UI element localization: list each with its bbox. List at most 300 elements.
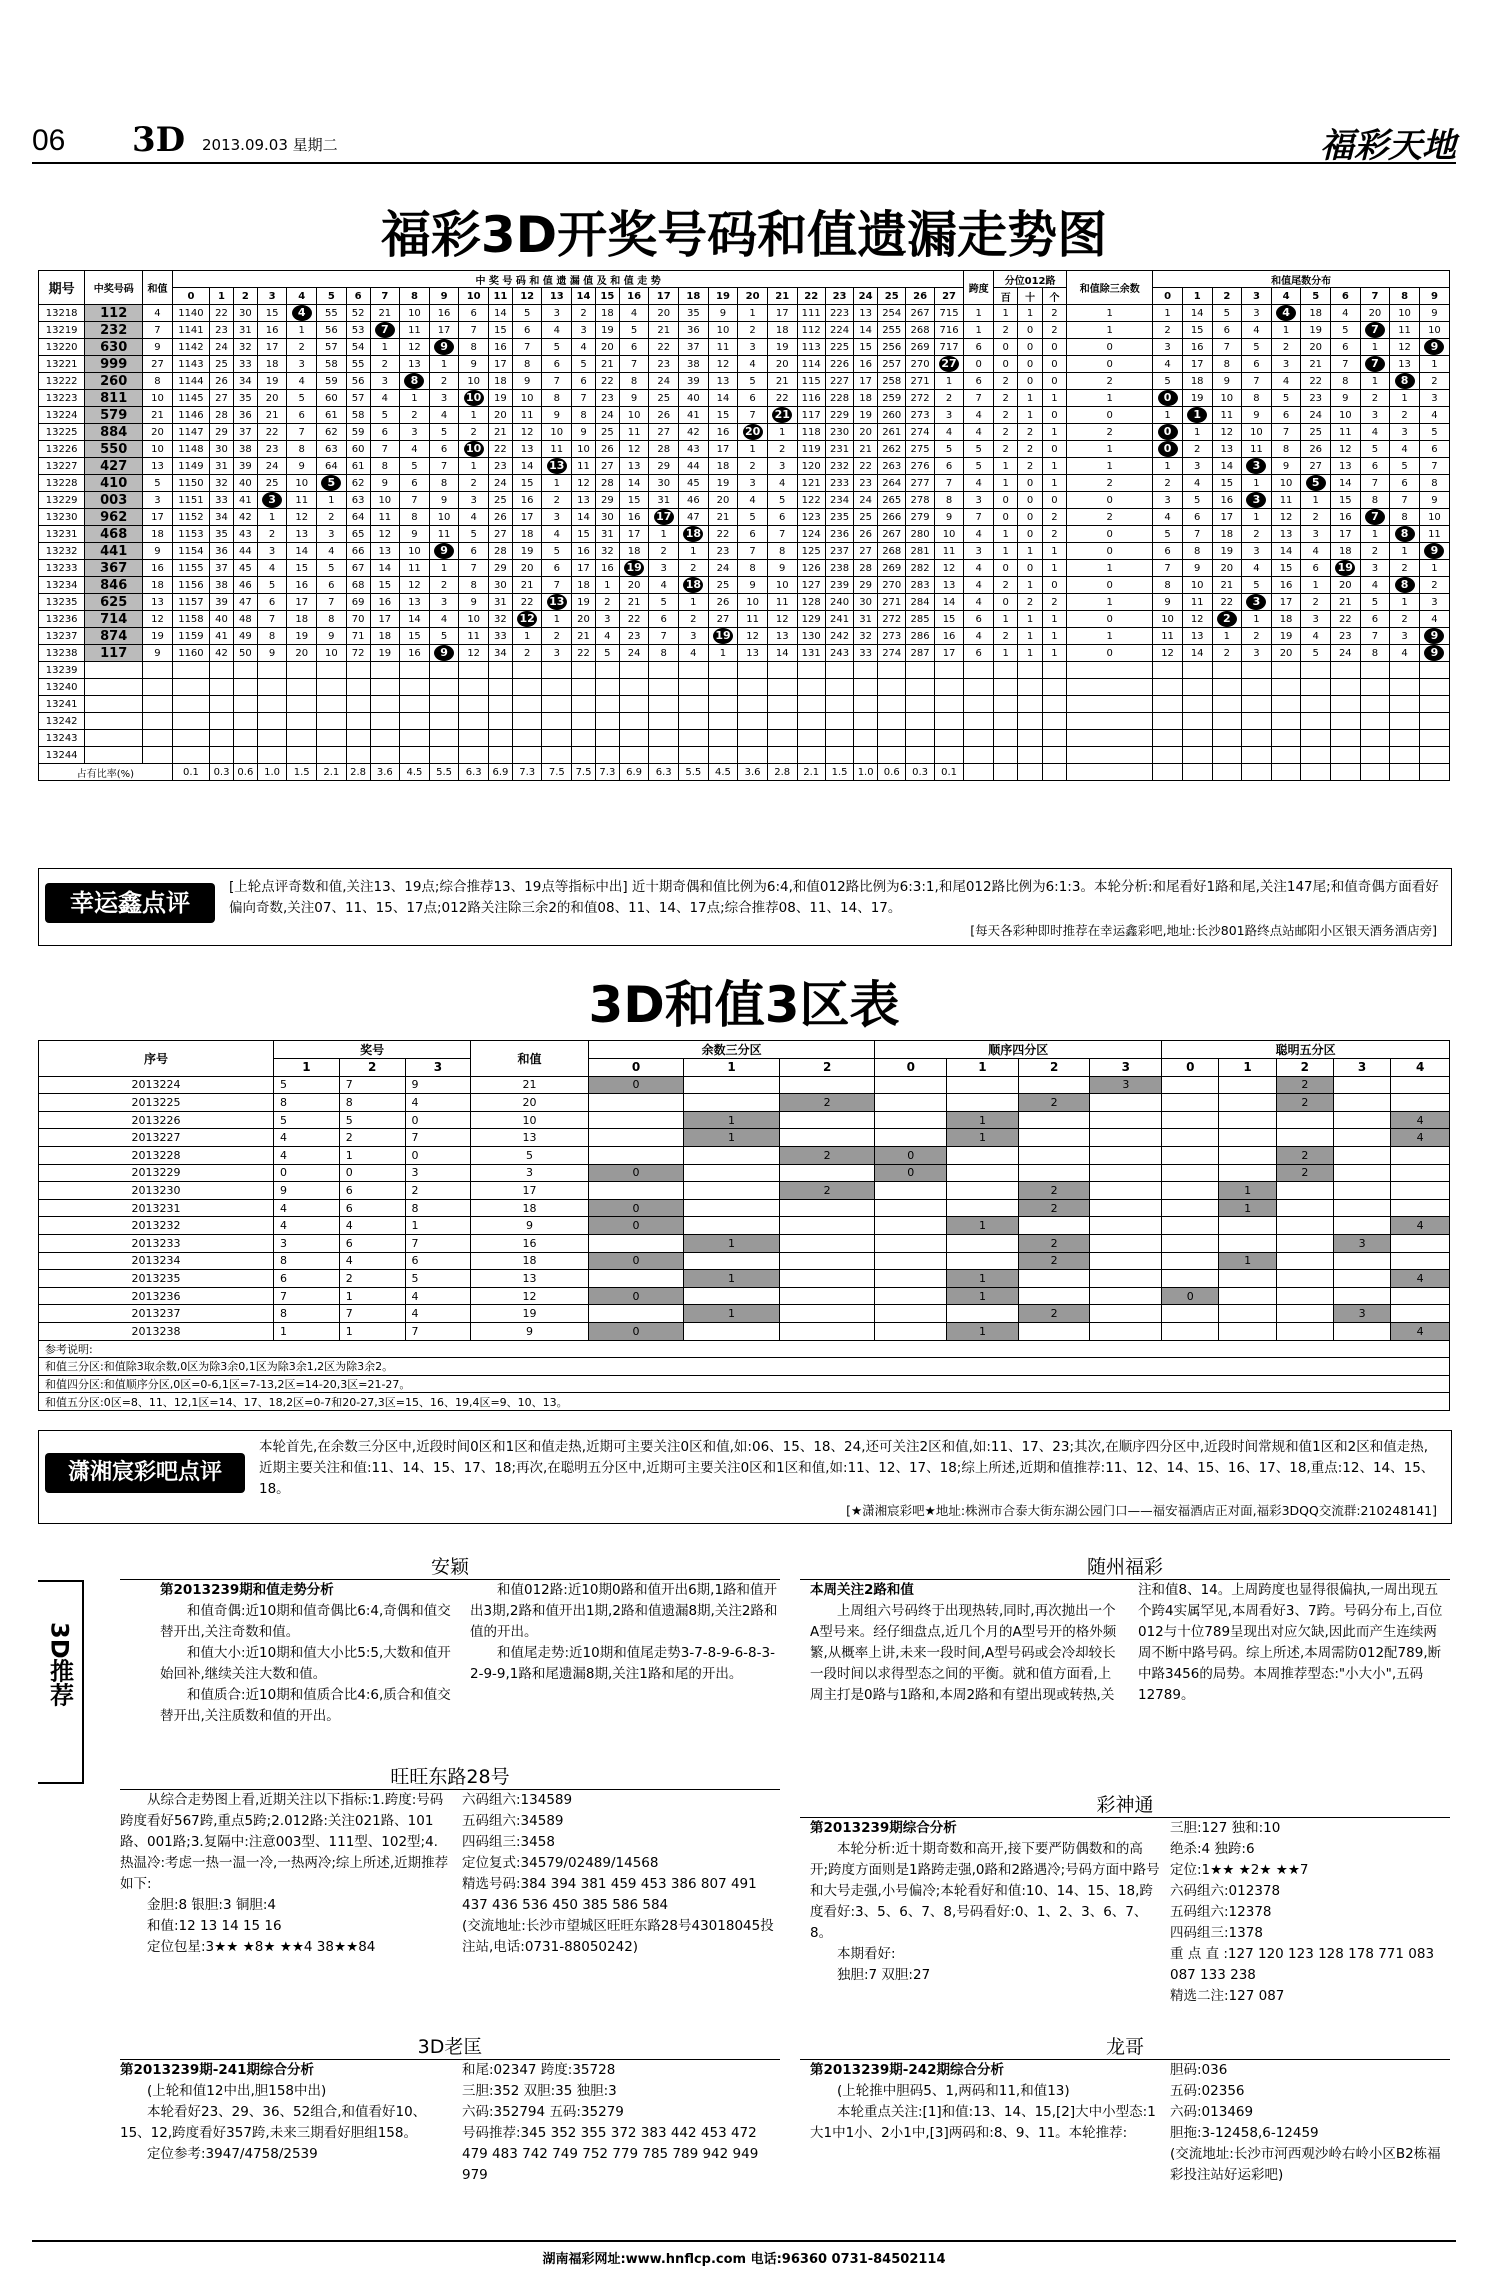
empty-cell [797,747,825,764]
prize-cell: 7 [339,1305,405,1323]
zone5-cell [1391,1146,1450,1164]
tail-cell: 2 [1153,475,1183,492]
sum-cell: 9 [471,1322,589,1340]
prize-cell: 7 [405,1129,471,1147]
tail-hit-marker: 3 [1246,594,1266,610]
tail-cell: 21 [1331,594,1361,611]
trend-row [39,594,1450,611]
sum-miss-cell: 263 [878,458,906,475]
sum-miss-cell [738,424,768,441]
aux-cell: 0 [1042,492,1066,509]
empty-cell [1067,747,1153,764]
sum-miss-cell: 1150 [172,475,209,492]
zone3-cell [684,1252,780,1270]
sum-miss-cell: 22 [595,373,619,390]
zone5-cell [1162,1146,1219,1164]
tail-cell: 16 [1271,577,1301,594]
sum-miss-cell: 258 [878,373,906,390]
sum-miss-cell: 9 [542,407,572,424]
sum-miss-cell: 6 [317,577,347,594]
sum-miss-cell: 8 [934,492,964,509]
col-header-zone3: 余数三分区 [588,1041,875,1059]
tail-cell [1331,560,1361,577]
sum-miss-cell: 1155 [172,560,209,577]
sum-cell: 13 [471,1129,589,1147]
empty-cell [767,713,797,730]
sum-miss-cell: 231 [825,441,853,458]
wangwang-column-left [120,1790,450,1958]
empty-cell [1018,730,1042,747]
sum-miss-cell: 49 [233,628,257,645]
empty-cell [459,730,489,747]
sum-miss-cell: 21 [708,509,738,526]
sum-miss-cell: 31 [233,322,257,339]
sum-miss-cell: 5 [649,594,679,611]
tail-hit-marker: 3 [1246,458,1266,474]
ratio-cell: 3.6 [370,764,400,781]
zone4-cell [875,1182,947,1200]
zone4-cell [875,1270,947,1288]
tail-cell: 6 [1419,441,1449,458]
sum-miss-cell: 116 [797,390,825,407]
zone3-cell [684,1094,780,1112]
zone5-cell [1162,1094,1219,1112]
empty-cell [429,662,459,679]
trend-row [39,356,1450,373]
zone4-cell [1090,1094,1162,1112]
laozheng-line: 和尾:02347 跨度:35728 [462,2062,616,2078]
sum-miss-cell: 1 [738,441,768,458]
sum-col-header: 12 [512,288,542,305]
empty-cell [1331,679,1361,696]
sum-miss-cell: 15 [619,492,649,509]
tail-cell: 6 [1153,543,1183,560]
empty-cell [708,679,738,696]
empty-cell [429,713,459,730]
zone-note: 和值三分区:和值除3取余数,0区为除3余0,1区为除3余1,2区为除3余2。 [39,1358,1450,1376]
trend-row [39,628,1450,645]
sum-miss-cell: 21 [370,305,400,322]
sum-miss-cell: 22 [512,594,542,611]
empty-cell [1331,713,1361,730]
sum-miss-cell: 26 [210,373,234,390]
prize-cell: 8 [405,1199,471,1217]
sum-miss-cell: 58 [317,356,347,373]
zone5-cell [1219,1164,1276,1182]
sum-miss-cell: 15 [257,305,287,322]
sum-miss-cell [429,645,459,662]
xiaoxiang-badge: 潇湘宸彩吧点评 [45,1453,245,1493]
sum-miss-cell [649,509,679,526]
laozheng-title: 3D老匡 [120,2032,780,2060]
col-header-span: 跨度 [964,271,994,305]
tail-col-header: 0 [1153,288,1183,305]
sum-miss-cell: 22 [619,611,649,628]
sum-miss-cell: 31 [854,611,878,628]
sum-miss-cell: 19 [370,645,400,662]
sum-miss-cell: 2 [738,458,768,475]
trend-row [39,322,1450,339]
sum-miss-cell: 8 [459,339,489,356]
empty-cell [317,662,347,679]
zone5-cell [1391,1234,1450,1252]
caishen-line: 精选二注:127 087 [1170,1988,1285,2004]
sum-hit-marker: 19 [624,560,644,576]
sum-miss-cell: 1 [767,424,797,441]
tail-cell: 18 [1271,611,1301,628]
sum-miss-cell: 1156 [172,577,209,594]
caishen-line: 六码组六:012378 [1170,1883,1281,1899]
sum-miss-cell: 17 [370,611,400,628]
sum-miss-cell: 23 [708,543,738,560]
empty-cell [906,696,934,713]
aux-cell: 2 [1018,458,1042,475]
sum-miss-cell: 62 [346,475,370,492]
longge-line: 本轮重点关注:[1]和值:13、14、15,[2]大中小型态:1大1中1小、2小1中,[3]两码和:8、9、11。本轮推荐: [810,2104,1156,2141]
zone-note: 参考说明: [39,1340,1450,1358]
zone4-cell [875,1252,947,1270]
sum-col-header: 13 [542,288,572,305]
zone4-cell [1090,1234,1162,1252]
anying-subtitle: 第2013239期和值走势分析 [160,1582,334,1598]
sum-miss-cell: 20 [649,305,679,322]
tail-cell: 13 [1212,441,1242,458]
sum-miss-cell: 16 [512,492,542,509]
sum-miss-cell: 14 [767,645,797,662]
sum-miss-cell: 113 [797,339,825,356]
sum-miss-cell: 8 [512,356,542,373]
empty-cell [346,679,370,696]
empty-cell [287,730,317,747]
zone3-cell [588,1129,684,1147]
sum-miss-cell: 59 [317,373,347,390]
prize-cell: 1 [274,1322,340,1340]
sum-miss-cell: 242 [825,628,853,645]
tail-hit-marker: 8 [1395,526,1415,542]
sum-cell: 27 [143,356,173,373]
sum-miss-cell: 9 [738,577,768,594]
zone4-cell: 0 [875,1164,947,1182]
sum-miss-cell: 14 [708,390,738,407]
empty-cell [1042,747,1066,764]
zone5-cell [1162,1164,1219,1182]
sum-miss-cell: 4 [934,424,964,441]
sum-col-header: 8 [400,288,430,305]
sum-miss-cell: 111 [797,305,825,322]
trend-row [39,305,1450,322]
empty-cell [1212,764,1242,781]
empty-cell [1271,713,1301,730]
tail-cell [1242,492,1272,509]
zone5-cell [1219,1305,1276,1323]
tail-cell: 1 [1390,390,1420,407]
zone5-cell [1333,1199,1390,1217]
empty-cell [1360,679,1390,696]
col-header-pos012: 分位012路 [994,271,1067,288]
sum-miss-cell: 23 [257,441,287,458]
sum-miss-cell: 15 [287,560,317,577]
prize-cell: 6 [274,1270,340,1288]
tail-hit-marker: 0 [1158,441,1178,457]
zone5-cell [1162,1270,1219,1288]
sum-miss-cell [459,390,489,407]
sum-miss-cell: 26 [708,594,738,611]
sum-miss-cell: 67 [346,560,370,577]
zone4-cell: 1 [947,1217,1019,1235]
empty-cell [400,662,430,679]
sum-miss-cell: 256 [878,339,906,356]
sum-miss-cell: 232 [825,458,853,475]
sum-miss-cell: 24 [257,458,287,475]
zone5-cell [1219,1322,1276,1340]
zone4-cell [1090,1199,1162,1217]
sum-miss-cell: 271 [906,373,934,390]
sum-miss-cell: 8 [572,407,596,424]
zone4-col-header: 2 [1018,1059,1090,1077]
zone5-cell [1391,1252,1450,1270]
tail-cell: 4 [1390,441,1420,458]
empty-cell [1153,730,1183,747]
winning-number-cell: 579 [85,407,143,424]
sum-miss-cell: 36 [233,407,257,424]
tail-cell: 4 [1153,509,1183,526]
sum-miss-cell: 10 [767,577,797,594]
zone5-cell [1333,1270,1390,1288]
empty-cell [1271,662,1301,679]
empty-cell [1242,764,1272,781]
sum-miss-cell: 37 [210,560,234,577]
sum-miss-cell: 6 [542,560,572,577]
trend-row [39,611,1450,628]
sum-miss-cell: 64 [346,509,370,526]
tail-cell: 5 [1182,492,1212,509]
sum-miss-cell: 6 [649,611,679,628]
zone4-cell [1018,1164,1090,1182]
sum-hit-marker: 19 [713,628,733,644]
zone5-col-header: 0 [1162,1059,1219,1077]
sum-miss-cell: 15 [934,611,964,628]
tail-cell: 24 [1331,645,1361,662]
sum-miss-cell: 4 [287,373,317,390]
zone3-cell [588,1305,684,1323]
col-header-zone5: 聪明五分区 [1162,1041,1450,1059]
tail-cell: 15 [1271,560,1301,577]
sum-miss-cell: 25 [489,492,513,509]
empty-cell [825,713,853,730]
empty-cell [825,696,853,713]
sum-miss-cell: 112 [797,322,825,339]
empty-cell [964,730,994,747]
sum-miss-cell: 3 [595,611,619,628]
sum-miss-cell: 16 [400,645,430,662]
sum-miss-cell: 58 [346,407,370,424]
empty-cell [542,679,572,696]
sum-cell: 17 [471,1182,589,1200]
sum-miss-cell: 62 [317,424,347,441]
sum-col-header: 9 [429,288,459,305]
ratio-cell: 6.3 [649,764,679,781]
period-cell: 13221 [39,356,85,373]
sum-miss-cell: 29 [210,424,234,441]
tail-cell: 8 [1153,577,1183,594]
sum-miss-cell [370,322,400,339]
tail-cell: 4 [1301,628,1331,645]
sum-miss-cell: 47 [233,594,257,611]
sum-miss-cell: 42 [679,424,709,441]
sum-miss-cell: 11 [619,424,649,441]
trend-row [39,492,1450,509]
ratio-cell: 2.1 [797,764,825,781]
sum-miss-cell: 254 [878,305,906,322]
tail-cell: 27 [1301,458,1331,475]
tail-cell: 2 [1419,373,1449,390]
sum-miss-cell: 1154 [172,543,209,560]
winning-number-cell: 367 [85,560,143,577]
tail-hit-marker: 2 [1217,611,1237,627]
empty-cell [257,730,287,747]
prize-cell: 4 [274,1217,340,1235]
col-header-zone4: 顺序四分区 [875,1041,1162,1059]
zone5-cell [1162,1111,1219,1129]
caishen-line: 五码组六:12378 [1170,1904,1272,1920]
empty-cell [964,747,994,764]
empty-cell [210,747,234,764]
zone4-cell [947,1076,1019,1094]
empty-cell [1271,730,1301,747]
empty-cell [964,764,994,781]
sum-miss-cell: 10 [542,424,572,441]
aux-cell: 0 [1018,526,1042,543]
aux-cell: 2 [1042,322,1066,339]
zone4-col-header: 3 [1090,1059,1162,1077]
prize-cell: 5 [274,1076,340,1094]
empty-cell [210,679,234,696]
tail-cell: 3 [1390,628,1420,645]
sum-miss-cell: 37 [233,424,257,441]
zone4-cell: 2 [1018,1305,1090,1323]
zone5-cell [1333,1076,1390,1094]
tail-col-header: 6 [1331,288,1361,305]
sum-miss-cell: 17 [512,509,542,526]
empty-cell [1390,713,1420,730]
sum-miss-cell: 1 [400,390,430,407]
tail-cell: 8 [1271,441,1301,458]
tail-cell: 7 [1360,628,1390,645]
sum-miss-cell: 5 [370,407,400,424]
zone4-cell [875,1129,947,1147]
empty-cell [400,747,430,764]
zone3-col-header: 0 [588,1059,684,1077]
sum-miss-cell: 28 [210,407,234,424]
sum-miss-cell: 46 [233,577,257,594]
tail-cell: 3 [1301,526,1331,543]
tail-cell: 17 [1182,356,1212,373]
empty-cell [1018,696,1042,713]
empty-cell [679,713,709,730]
empty-cell [738,713,768,730]
empty-cell [1182,662,1212,679]
sum-miss-cell [287,305,317,322]
tail-cell: 23 [1301,390,1331,407]
sum-miss-cell: 6 [257,594,287,611]
sum-miss-cell: 6 [287,407,317,424]
sum-miss-cell: 3 [317,526,347,543]
sum-miss-cell: 26 [649,407,679,424]
suizhou-para: 上周组六号码终于出现热转,同时,再次抛出一个A型号来。经仔细盘点,近几个月的A型号开的格外频繁,从概率上讲,未来一段时间,A型号码或会冷却较长一段时间以求得型态之间的平衡。就和值方面看,上周主打是0路与1路和,本周2路和有望出现或转热,关注和值8、14。上周跨度也显得很偏执,一周出现五个跨4实属罕见,本周看好3、7跨。号码分布上,百位012与十位789呈现出对应欠缺,因此而产生连续两周不断中路号码。综上所述,本周需防012配789,断中路3456的局势。本周推荐型态:"小大小",五码12789。 [810,1582,1443,1703]
sum-miss-cell: 123 [797,509,825,526]
tail-cell: 7 [1360,475,1390,492]
empty-cell [738,679,768,696]
sum-miss-cell: 124 [797,526,825,543]
tail-cell: 8 [1360,645,1390,662]
sum-miss-cell: 44 [679,458,709,475]
sum-cell: 10 [143,441,173,458]
zone3-cell [779,1234,875,1252]
sum-miss-cell: 6 [459,305,489,322]
sum-miss-cell: 270 [906,356,934,373]
zone4-cell [1090,1252,1162,1270]
sum-miss-cell: 36 [210,543,234,560]
sum-miss-cell: 280 [906,526,934,543]
tail-cell: 3 [1301,611,1331,628]
aux-cell: 1 [1018,407,1042,424]
aux-cell: 1 [1067,322,1153,339]
empty-cell [797,696,825,713]
empty-cell [595,713,619,730]
aux-cell: 1 [1042,611,1066,628]
xiaoxiang-comment-source: [★潇湘宸彩吧★地址:株洲市合泰大街东湖公园门口——福安福酒店正对面,福彩3DQQ交流群:210248141] [846,1503,1437,1518]
sum-miss-cell: 30 [210,441,234,458]
sum-miss-cell: 6 [767,509,797,526]
zone5-cell [1276,1111,1333,1129]
sum-miss-cell: 129 [797,611,825,628]
tail-cell: 16 [1182,339,1212,356]
tail-cell [1153,424,1183,441]
sum-miss-cell: 14 [934,594,964,611]
sum-miss-cell: 7 [459,560,489,577]
zone5-cell [1276,1270,1333,1288]
zone3-cell [588,1270,684,1288]
period-cell: 13233 [39,560,85,577]
period-cell: 13228 [39,475,85,492]
sum-hit-marker: 5 [321,475,341,491]
sum-col-header: 7 [370,288,400,305]
empty-cell [1212,696,1242,713]
zone5-cell [1276,1199,1333,1217]
zone3-cell: 1 [684,1129,780,1147]
aux-cell: 1 [1042,543,1066,560]
aux-cell: 0 [1018,509,1042,526]
winning-number-cell: 884 [85,424,143,441]
zone5-cell [1162,1234,1219,1252]
zone4-cell [1090,1146,1162,1164]
tail-cell: 1 [1271,322,1301,339]
sum-miss-cell: 35 [679,305,709,322]
tail-cell: 19 [1182,390,1212,407]
sum-miss-cell: 13 [512,441,542,458]
sum-miss-cell [459,441,489,458]
sum-miss-cell: 9 [317,628,347,645]
sum-miss-cell: 7 [934,475,964,492]
sum-miss-cell: 21 [854,441,878,458]
sum-miss-cell: 5 [512,305,542,322]
sum-miss-cell: 225 [825,339,853,356]
sum-miss-cell: 1 [649,526,679,543]
tail-cell: 8 [1212,356,1242,373]
sum-miss-cell: 21 [257,407,287,424]
zone4-cell [1090,1305,1162,1323]
empty-cell [1390,679,1420,696]
